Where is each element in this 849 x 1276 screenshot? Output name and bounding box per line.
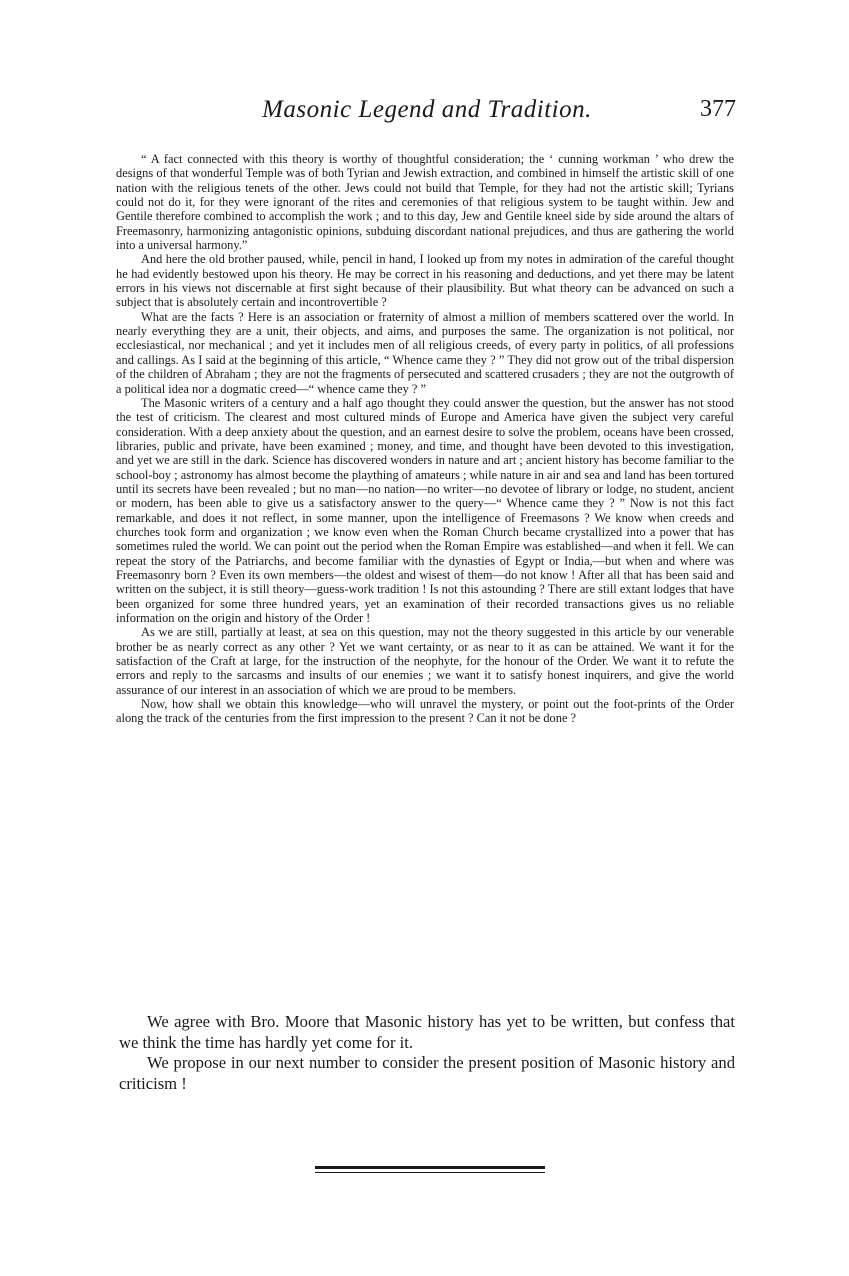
- running-head: [118, 96, 736, 132]
- editorial-paragraph-agree: We agree with Bro. Moore that Masonic history has yet to be written, but confess that we think the time has hardly yet come for it.: [119, 1012, 735, 1052]
- editorial-note: [119, 1012, 735, 1094]
- editorial-paragraph-propose: We propose in our next number to consider the present position of Masonic history and criticism !: [119, 1053, 735, 1093]
- article-body-small-type: [116, 152, 734, 726]
- paragraph-how-shall-we-obtain: Now, how shall we obtain this knowledge—who will unravel the mystery, or point out the foot-prints of the Order along the track of the centuries from the first impression to the present ? Can it not be done ?: [116, 697, 734, 726]
- paragraph-at-sea: As we are still, partially at least, at sea on this question, may not the theory suggested in this article by our venerable brother be as nearly correct as any other ? Yet we want certainty, or as near to it as can be attained. We want it for the satisfaction of the Craft at large, for the instruction of the neophyte, for the honour of the Order. We want it to refute the errors and reply to the sarcasms and insults of our enemies ; we want it to satisfy honest inquirers, and give the world assurance of our interest in an association of which we are proud to be members.: [116, 625, 734, 697]
- end-rule-thin: [315, 1172, 545, 1173]
- running-title: Masonic Legend and Tradition.: [262, 96, 592, 123]
- paragraph-masonic-writers: The Masonic writers of a century and a half ago thought they could answer the question, but the answer has not stood the test of criticism. The clearest and most cultured minds of Europe and America have given the subject very careful consideration. With a deep anxiety about the question, and an earnest desire to solve the problem, oceans have been crossed, libraries, public and private, have been examined ; money, and time, and thought have been devoted to this investigation, and yet we are still in the dark. Science has discovered wonders in nature and art ; ancient history has become familiar to the school-boy ; astronomy has almost become the plaything of amateurs ; while nature in air and sea and land has been tortured until its secrets have been revealed ; but no man—no nation—no writer—no devotee of library or lodge, no student, ancient or modern, has been able to give us a satisfactory answer to the query—“ Whence came they ? ” Now is not this fact remarkable, and does it not reflect, in some manner, upon the intelligence of Freemasons ? We know when creeds and churches took form and organization ; we know even when the Roman Church became crystallized into a power that has sometimes ruled the world. We can point out the period when the Roman Empire was established—and when it fell. We can repeat the story of the Patriarchs, and become familiar with the dynasties of Egypt or India,—but when and where was Freemasonry born ? Even its own members—the oldest and wisest of them—do not know ! After all that has been said and written on the subject, it is still theory—guess-work tradition ! Is not this astounding ? There are still extant lodges that have been organized for some three hundred years, yet an examination of their recorded transactions gives us no reliable information on the origin and history of the Order !: [116, 395, 734, 625]
- end-rule-thick: [315, 1166, 545, 1169]
- paragraph-what-are-the-facts: What are the facts ? Here is an association or fraternity of almost a million of members scattered over the world. In nearly everything they are a unit, their objects, and aims, and purposes the same. The organization is not political, nor ecclesiastical, nor mechanical ; and yet it includes men of all religious creeds, of every party in politics, of all professions and callings. As I said at the beginning of this article, “ Whence came they ? ” They did not grow out of the tribal dispersion of the children of Abraham ; they are not the fragments of persecuted and scattered crusaders ; they are not the outgrowth of a political idea nor a dogmatic creed—“ whence came they ? ”: [116, 309, 734, 396]
- page-number: 377: [700, 96, 736, 122]
- paragraph-quoted-theory: “ A fact connected with this theory is worthy of thoughtful consideration; the ‘ cunning workman ’ who drew the designs of that wonderful Temple was of both Tyrian and Jewish extraction, and combined in himself the artistic skill of one nation with the religious tenets of the other. Jews could not build that Temple, for they had not the artistic skill; Tyrians could not do it, for they were ignorant of the rites and ceremonies of that religious system to be taught within. Jew and Gentile therefore combined to accomplish the work ; and to this day, Jew and Gentile kneel side by side around the altars of Freemasonry, harmonizing antagonistic opinions, subduing discordant national prejudices, and thus are gathering the world into a universal harmony.”: [116, 152, 734, 253]
- paragraph-brother-paused: And here the old brother paused, while, pencil in hand, I looked up from my notes in admiration of the careful thought he had evidently bestowed upon his theory. He may be correct in his reasoning and deductions, and yet there may be latent errors in his views not discernable at first sight because of their plausibility. But what theory can be advanced on such a subject that is absolutely certain and incontrovertible ?: [116, 252, 734, 310]
